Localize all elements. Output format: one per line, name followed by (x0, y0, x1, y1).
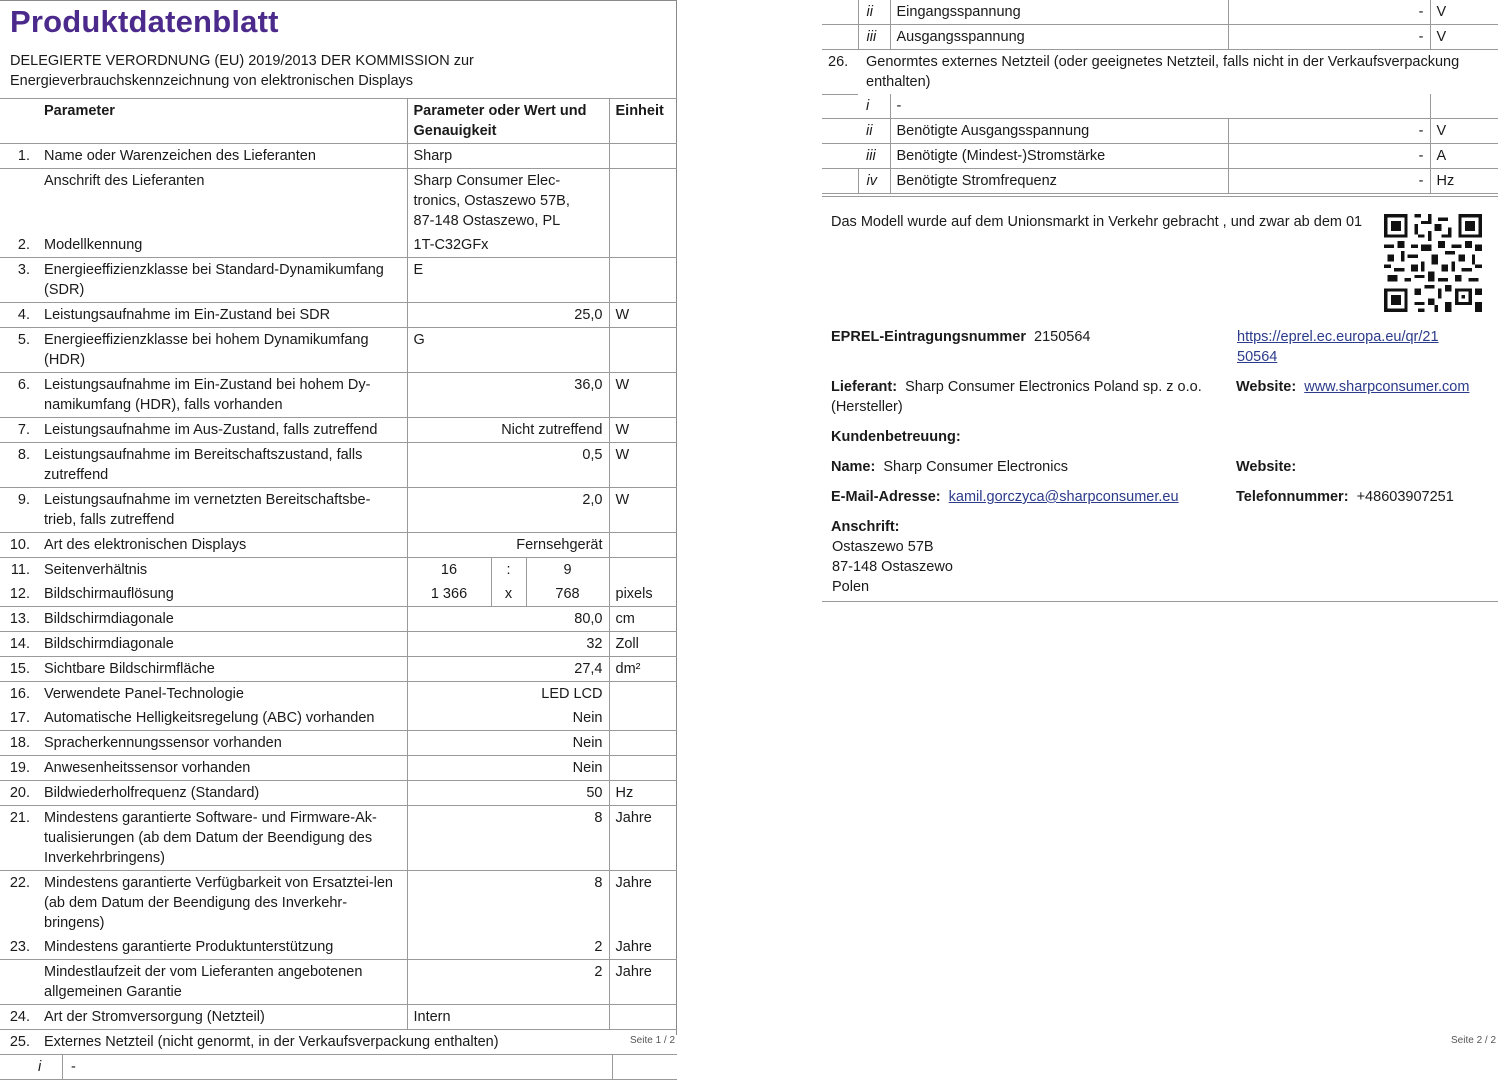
table-row: 11. Seitenverhältnis 16 : 9 (0, 558, 677, 583)
table-header-row (0, 99, 677, 144)
header-parameter: Parameter (38, 99, 407, 144)
datasheet-page-2 (822, 0, 1500, 1048)
customer-name: Sharp Consumer Electronics (883, 459, 1068, 475)
table-row: 2. Modellkennung 1T-C32GFx (0, 233, 677, 258)
table-row: 1. Name oder Warenzeichen des Lieferanten Sharp (0, 144, 677, 169)
table-row: 9. Leistungsaufnahme im vernetzten Bereitschaftsbe-trieb, falls zutreffend 2,0 W (0, 488, 677, 533)
supplier-name: Sharp Consumer Electronics Poland sp. z o.o. (905, 379, 1202, 395)
eprel-label: EPREL-Eintragungsnummer (831, 329, 1026, 345)
phone-number: +48603907251 (1356, 489, 1454, 505)
supplier-info-box (822, 196, 1498, 602)
qr-code-icon[interactable] (1384, 214, 1482, 312)
page-title: Produktdatenblatt (10, 4, 279, 39)
table-row: 3. Energieeffizienzklasse bei Standard-Dynamikumfang (SDR) E (0, 258, 677, 303)
table-row: ii Benötigte Ausgangsspannung - V (822, 119, 1498, 144)
power-supply-table (822, 0, 1498, 194)
phone-label: Telefonnummer: (1236, 489, 1349, 505)
table-row: i - (822, 94, 1498, 119)
product-spec-table (0, 98, 677, 1080)
table-row: 18. Spracherkennungssensor vorhanden Nein (0, 731, 677, 756)
table-row: 23. Mindestens garantierte Produktunterstützung 2 Jahre (0, 935, 677, 960)
header-unit: Einheit (609, 99, 677, 144)
table-row: 16. Verwendete Panel-Technologie LED LCD (0, 682, 677, 707)
table-row: 5. Energieeffizienzklasse bei hohem Dynamikumfang (HDR) G (0, 328, 677, 373)
name-label: Name: (831, 459, 876, 475)
address-block: Ostaszewo 57B 87-148 Ostaszewo Polen (832, 539, 953, 595)
table-row: 24. Art der Stromversorgung (Netzteil) Intern (0, 1005, 677, 1030)
table-row: 10. Art des elektronischen Displays Fernsehgerät (0, 533, 677, 558)
table-row: 8. Leistungsaufnahme im Bereitschaftszustand, falls zutreffend 0,5 W (0, 443, 677, 488)
table-row: 14. Bildschirmdiagonale 32 Zoll (0, 632, 677, 657)
customer-service-label: Kundenbetreuung: (831, 429, 961, 445)
table-row: 25. Externes Netzteil (nicht genormt, in der Verkaufsverpackung enthalten) (0, 1030, 677, 1055)
table-row: Mindestlaufzeit der vom Lieferanten angebotenen allgemeinen Garantie 2 Jahre (0, 960, 677, 1005)
table-row: 20. Bildwiederholfrequenz (Standard) 50 Hz (0, 781, 677, 806)
eprel-number: 2150564 (1034, 329, 1091, 345)
website-label: Website: (1236, 379, 1297, 395)
table-row: iii Benötigte (Mindest-)Stromstärke - A (822, 144, 1498, 169)
table-row: 19. Anwesenheitssensor vorhanden Nein (0, 756, 677, 781)
table-row: 26. Genormtes externes Netzteil (oder geeignetes Netzteil, falls nicht in der Verkaufsverpackung enthalten) (822, 50, 1498, 95)
website-link[interactable]: www.sharpconsumer.com (1304, 379, 1470, 395)
website2-label: Website: (1236, 459, 1297, 475)
datasheet-page-1 (0, 0, 678, 1075)
email-link[interactable]: kamil.gorczyca@sharpconsumer.eu (948, 489, 1179, 505)
eprel-link[interactable]: https://eprel.ec.europa.eu/qr/21 50564 (1237, 329, 1439, 365)
table-row: ii Eingangsspannung - V (822, 0, 1498, 25)
table-row: 22. Mindestens garantierte Verfügbarkeit von Ersatztei-len (ab dem Datum der Beendigung des Inverkehr-bringens) 8 Jahre (0, 871, 677, 936)
table-row: 7. Leistungsaufnahme im Aus-Zustand, falls zutreffend Nicht zutreffend W (0, 418, 677, 443)
page-number: Seite 1 / 2 (630, 1035, 676, 1046)
table-row: 17. Automatische Helligkeitsregelung (ABC) vorhanden Nein (0, 706, 677, 731)
table-row: 13. Bildschirmdiagonale 80,0 cm (0, 607, 677, 632)
table-row: iv Benötigte Stromfrequenz - Hz (822, 169, 1498, 194)
page-number: Seite 2 / 2 (1451, 1035, 1497, 1046)
table-row: Anschrift des Lieferanten Sharp Consumer Elec-tronics, Ostaszewo 57B, 87-148 Ostaszewo, PL (0, 169, 677, 234)
table-row: 12. Bildschirmauflösung 1 366 x 768 pixels (0, 582, 677, 607)
table-row: 21. Mindestens garantierte Software- und Firmware-Ak-tualisierungen (ab dem Datum der Beendigung des Inverkehrbringens) 8 Jahre (0, 806, 677, 871)
address-label: Anschrift: (831, 519, 900, 535)
table-row: iii Ausgangsspannung - V (822, 25, 1498, 50)
regulation-subtitle: DELEGIERTE VERORDNUNG (EU) 2019/2013 DER KOMMISSION zur Energieverbrauchskennzeichnung von elektronischen Displays (10, 53, 474, 89)
header-value: Parameter oder Wert und Genauigkeit (407, 99, 609, 144)
table-row: 6. Leistungsaufnahme im Ein-Zustand bei hohem Dy-namikumfang (HDR), falls vorhanden 36,0 W (0, 373, 677, 418)
email-label: E-Mail-Adresse: (831, 489, 941, 505)
supplier-note: (Hersteller) (831, 399, 903, 415)
supplier-label: Lieferant: (831, 379, 898, 395)
table-row: i - (0, 1055, 677, 1080)
table-row: 4. Leistungsaufnahme im Ein-Zustand bei SDR 25,0 W (0, 303, 677, 328)
market-date-text: Das Modell wurde auf dem Unionsmarkt in Verkehr gebracht , und zwar ab dem 01 (831, 214, 1363, 230)
table-row: 15. Sichtbare Bildschirmfläche 27,4 dm² (0, 657, 677, 682)
